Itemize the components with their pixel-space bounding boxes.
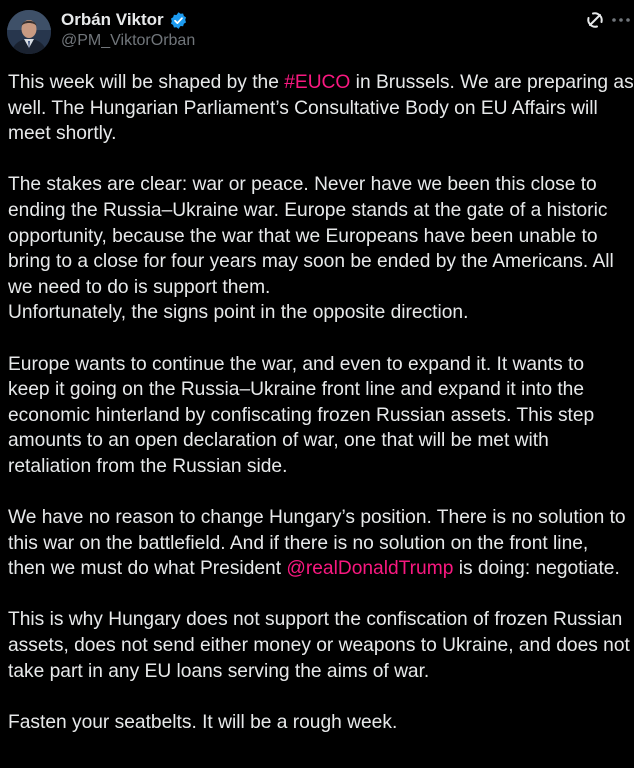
text-segment: is doing: negotiate. [453, 558, 620, 580]
text-line: assets, does not send either money or weapons to Ukraine, and does not [8, 635, 630, 657]
paragraph-gap [8, 582, 634, 608]
text-segment: then we must do what President [8, 558, 287, 580]
text-line: economic hinterland by confiscating frozen Russian assets. This step [8, 404, 595, 426]
grok-icon[interactable] [585, 10, 605, 30]
text-segment: in Brussels. We are preparing as [350, 72, 634, 93]
avatar[interactable] [7, 10, 51, 54]
author-handle[interactable]: @PM_ViktorOrban [61, 32, 196, 49]
text-line [8, 556, 634, 582]
avatar-portrait-icon [7, 10, 51, 54]
paragraph-gap [8, 684, 634, 710]
text-line: We have no reason to change Hungary’s position. There is no solution to [8, 507, 626, 529]
text-line: Fasten your seatbelts. It will be a rough week. [8, 711, 398, 733]
mention-realdonaldtrump-link[interactable]: @realDonaldTrump [286, 558, 454, 580]
text-line: This is why Hungary does not support the confiscation of frozen Russian [8, 609, 623, 631]
post-header [0, 0, 634, 62]
text-line: The stakes are clear: war or peace. Never have we been this close to [8, 174, 597, 196]
author-name-row [61, 9, 188, 31]
author-display-name[interactable]: Orbán Viktor [61, 10, 164, 29]
text-segment: This week will be shaped by the [8, 72, 285, 93]
text-line [8, 70, 634, 96]
paragraph-gap [8, 480, 634, 506]
post-text [8, 70, 634, 735]
text-line: this war on the battlefield. And if there is no solution on the front line, [8, 532, 589, 554]
text-line: keep it going on the Russia–Ukraine front line and expand it into the [8, 379, 584, 401]
text-line: amounts to an open declaration of war, one that will be met with [8, 430, 549, 452]
hashtag-euco-link[interactable]: #EUCO [284, 72, 351, 93]
verified-badge-icon[interactable] [169, 11, 188, 30]
text-line: meet shortly. [8, 123, 117, 145]
text-line: take part in any EU loans serving the aims of war. [8, 660, 430, 682]
text-line: bring to a close for four years may soon be ended by the Americans. All [8, 251, 614, 273]
text-line: Unfortunately, the signs point in the opposite direction. [8, 302, 469, 324]
text-line: well. The Hungarian Parliament’s Consultative Body on EU Affairs will [8, 97, 598, 119]
more-options-icon[interactable] [611, 12, 631, 28]
text-line: we need to do is support them. [8, 276, 271, 298]
text-line: ending the Russia–Ukraine war. Europe stands at the gate of a historic [8, 199, 608, 221]
text-line: Europe wants to continue the war, and even to expand it. It wants to [8, 353, 584, 375]
text-line: opportunity, because the war that we Europeans have been unable to [8, 225, 598, 247]
text-line: retaliation from the Russian side. [8, 455, 288, 477]
paragraph-gap [8, 147, 634, 173]
paragraph-gap [8, 326, 634, 352]
